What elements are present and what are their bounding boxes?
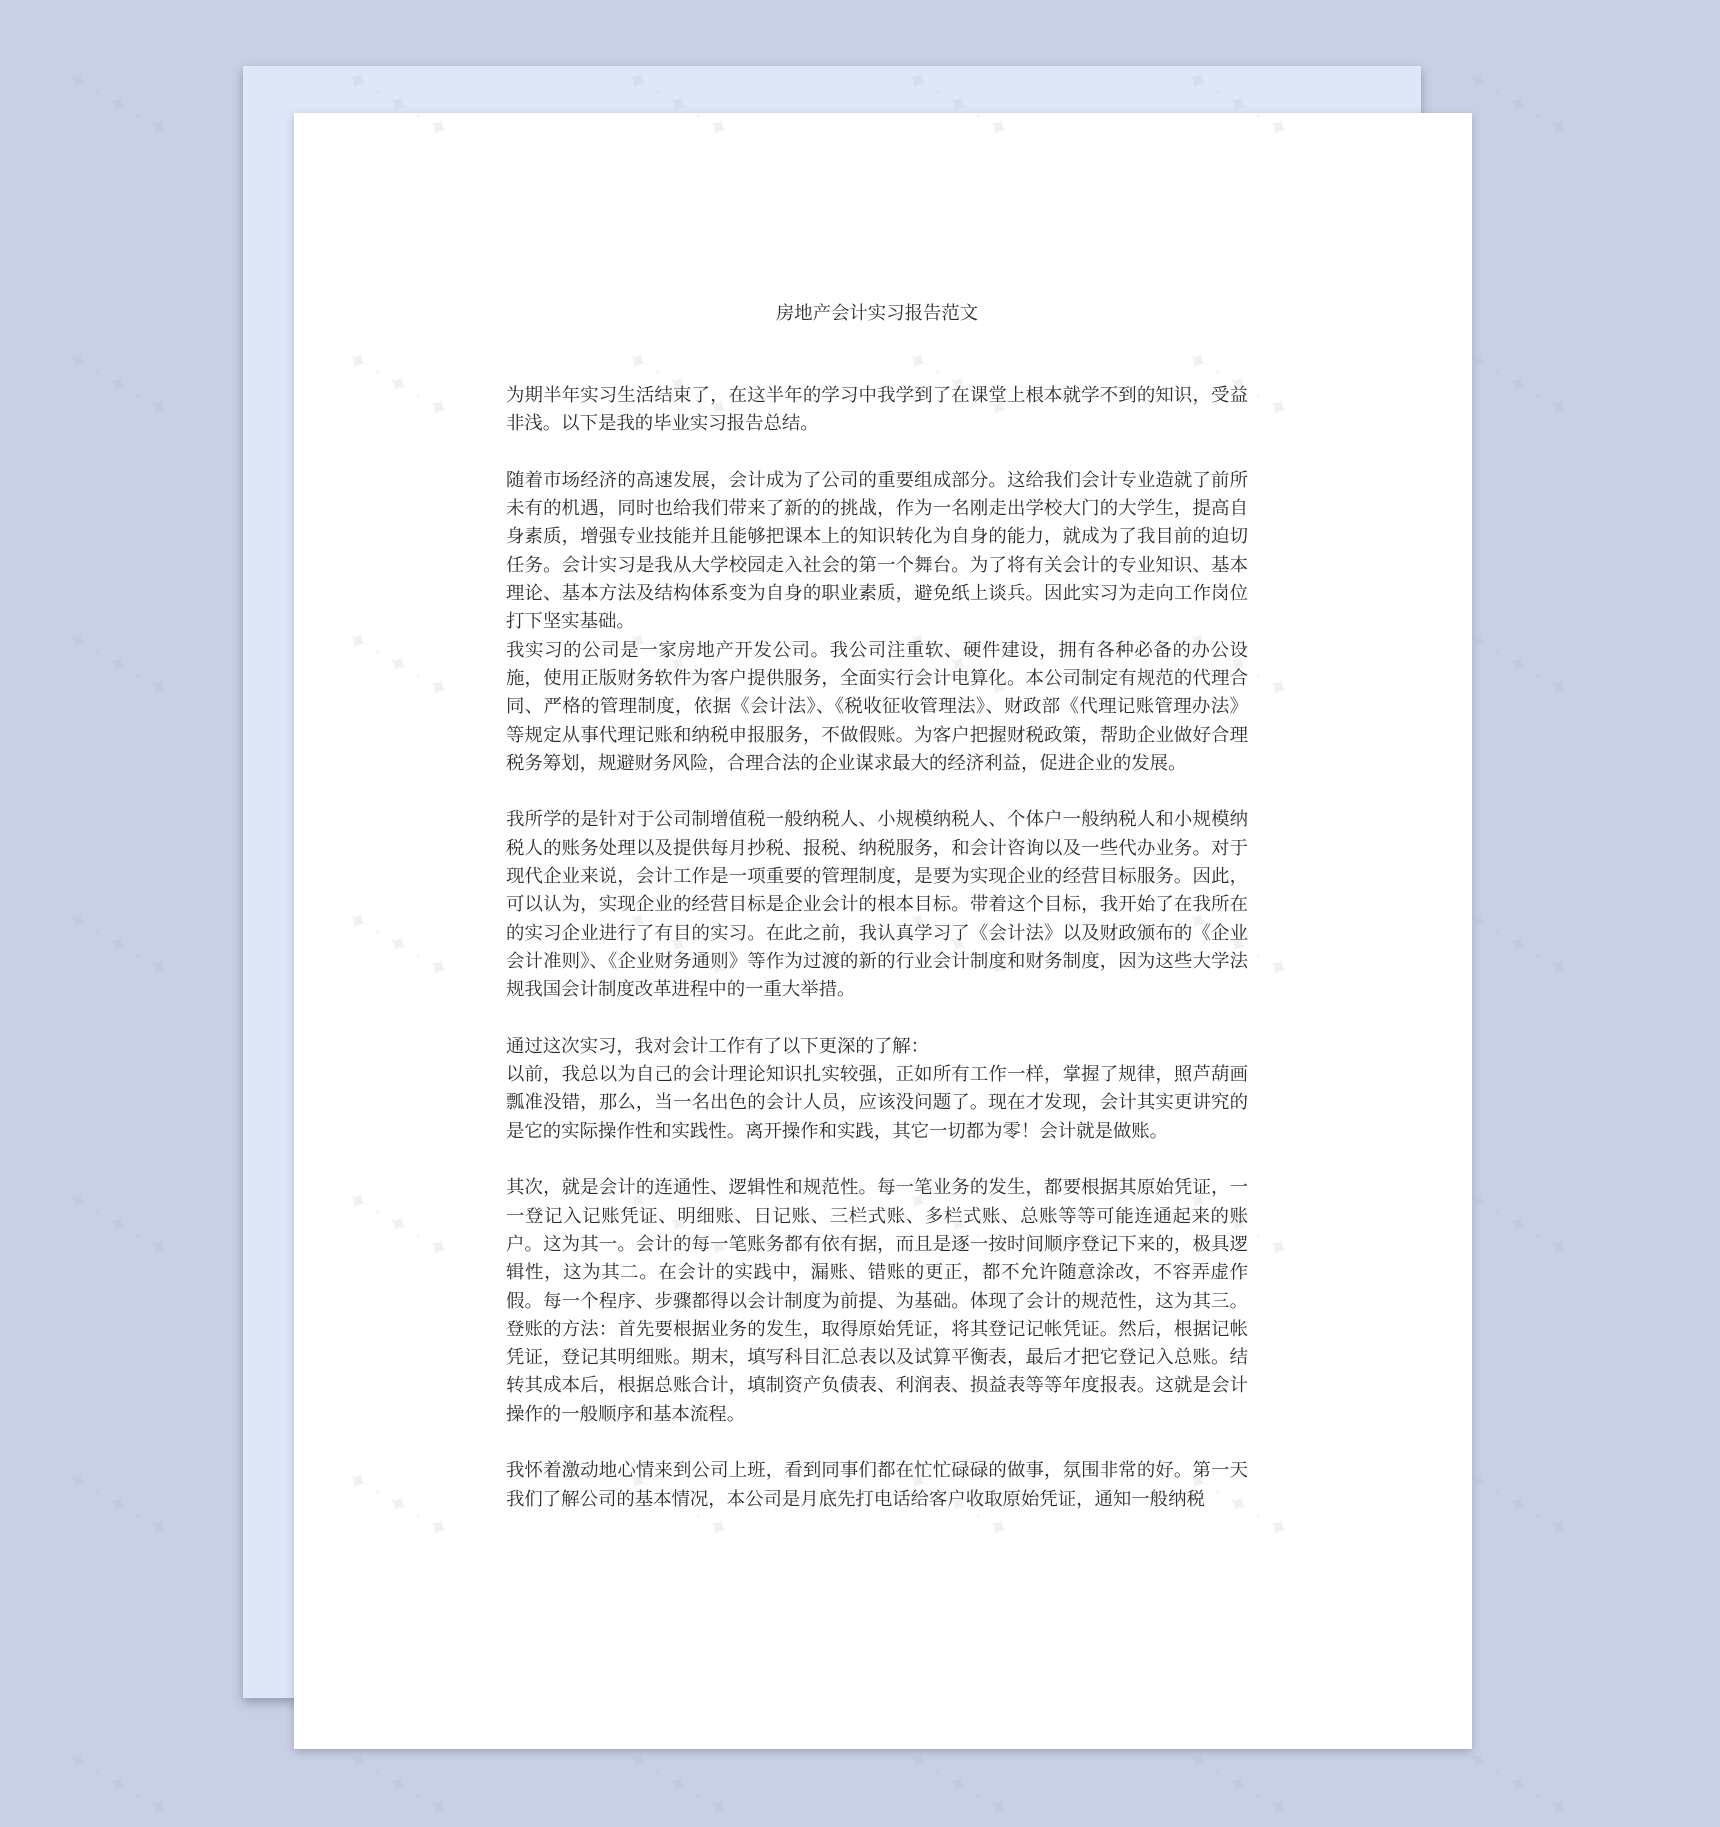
document-body (506, 382, 1248, 1514)
watermark-mark: ✦ · ✦ · ✦ (60, 1463, 175, 1547)
paragraph-1: 为期半年实习生活结束了，在这半年的学习中我学到了在课堂上根本就学不到的知识，受益非浅。以下是我的毕业实习报告总结。 (506, 385, 1248, 435)
watermark-mark: ✦ · ✦ · ✦ (1460, 1183, 1575, 1267)
paragraph-6: 以前，我总以为自己的会计理论知识扎实较强，正如所有工作一样，掌握了规律，照芦葫画瓢准没错，那么，当一名出色的会计人员，应该没问题了。现在才发现，会计其实更讲究的是它的实际操作性和实践性。离开操作和实践，其它一切都为零！会计就是做账。 (506, 1064, 1248, 1142)
watermark-mark: ✦ · ✦ · ✦ (1460, 63, 1575, 147)
paragraph-5: 通过这次实习，我对会计工作有了以下更深的了解： (506, 1035, 929, 1057)
watermark-mark: ✦ · ✦ · ✦ (1460, 1743, 1575, 1827)
paragraph-3: 我实习的公司是一家房地产开发公司。我公司注重软、硬件建设，拥有各种必备的办公设施，使用正版财务软件为客户提供服务，全面实行会计电算化。本公司制定有规范的代理合同、严格的管理制度，依据《会计法》、《税收征收管理法》、财政部《代理记账管理办法》等规定从事代理记账和纳税申报服务，不做假账。为客户把握财税政策，帮助企业做好合理税务筹划，规避财务风险，合理合法的企业谋求最大的经济利益，促进企业的发展。 (506, 639, 1248, 774)
watermark-mark: ✦ · ✦ · ✦ (340, 1743, 455, 1827)
watermark-mark: ✦ · ✦ · ✦ (900, 1743, 1015, 1827)
watermark-mark: ✦ · ✦ · ✦ (60, 903, 175, 987)
watermark-mark: ✦ · ✦ · ✦ (1460, 623, 1575, 707)
watermark-mark: ✦ · ✦ · ✦ (1460, 903, 1575, 987)
watermark-mark: ✦ · ✦ · ✦ (60, 63, 175, 147)
watermark-mark: ✦ · ✦ · ✦ (1460, 343, 1575, 427)
paragraph-8: 我怀着激动地心情来到公司上班，看到同事们都在忙忙碌碌的做事，氛围非常的好。第一天我们了解公司的基本情况，本公司是月底先打电话给客户收取原始凭证，通知一般纳税 (506, 1460, 1248, 1510)
paragraph-7: 其次，就是会计的连通性、逻辑性和规范性。每一笔业务的发生，都要根据其原始凭证，一一登记入记账凭证、明细账、日记账、三栏式账、多栏式账、总账等等可能连通起来的账户。这为其一。会计的每一笔账务都有依有据，而且是逐一按时间顺序登记下来的，极具逻辑性，这为其二。在会计的实践中，漏账、错账的更正，都不允许随意涂改，不容弄虚作假。每一个程序、步骤都得以会计制度为前提、为基础。体现了会计的规范性，这为其三。登账的方法：首先要根据业务的发生，取得原始凭证，将其登记记帐凭证。然后，根据记帐凭证，登记其明细账。期末，填写科目汇总表以及试算平衡表，最后才把它登记入总账。结转其成本后，根据总账合计，填制资产负债表、利润表、损益表等等年度报表。这就是会计操作的一般顺序和基本流程。 (506, 1177, 1248, 1425)
watermark-mark: ✦ · ✦ · ✦ (60, 343, 175, 427)
watermark-mark: ✦ · ✦ · ✦ (60, 623, 175, 707)
paragraph-4: 我所学的是针对于公司制增值税一般纳税人、小规模纳税人、个体户一般纳税人和小规模纳税人的账务处理以及提供每月抄税、报税、纳税服务，和会计咨询以及一些代办业务。对于现代企业来说，会计工作是一项重要的管理制度，是要为实现企业的经营目标服务。因此，可以认为，实现企业的经营目标是企业会计的根本目标。带着这个目标，我开始了在我所在的实习企业进行了有目的实习。在此之前，我认真学习了《会计法》以及财政颁布的《企业会计准则》、《企业财务通则》等作为过渡的新的行业会计制度和财务制度，因为这些大学法规我国会计制度改革进程中的一重大举措。 (506, 809, 1248, 1001)
watermark-mark: ✦ · ✦ · ✦ (1460, 1463, 1575, 1547)
watermark-mark: ✦ · ✦ · ✦ (620, 1743, 735, 1827)
watermark-mark: ✦ · ✦ · ✦ (60, 1743, 175, 1827)
document-title: 房地产会计实习报告范文 (775, 303, 979, 324)
paragraph-2: 随着市场经济的高速发展，会计成为了公司的重要组成部分。这给我们会计专业造就了前所未有的机遇，同时也给我们带来了新的的挑战，作为一名刚走出学校大门的大学生，提高自身素质，增强专业技能并且能够把课本上的知识转化为自身的能力，就成为了我目前的迫切任务。会计实习是我从大学校园走入社会的第一个舞台。为了将有关会计的专业知识、基本理论、基本方法及结构体系变为自身的职业素质，避免纸上谈兵。因此实习为走向工作岗位打下坚实基础。 (506, 469, 1248, 633)
watermark-mark: ✦ · ✦ · ✦ (60, 1183, 175, 1267)
watermark-mark: ✦ · ✦ · ✦ (1180, 1743, 1295, 1827)
